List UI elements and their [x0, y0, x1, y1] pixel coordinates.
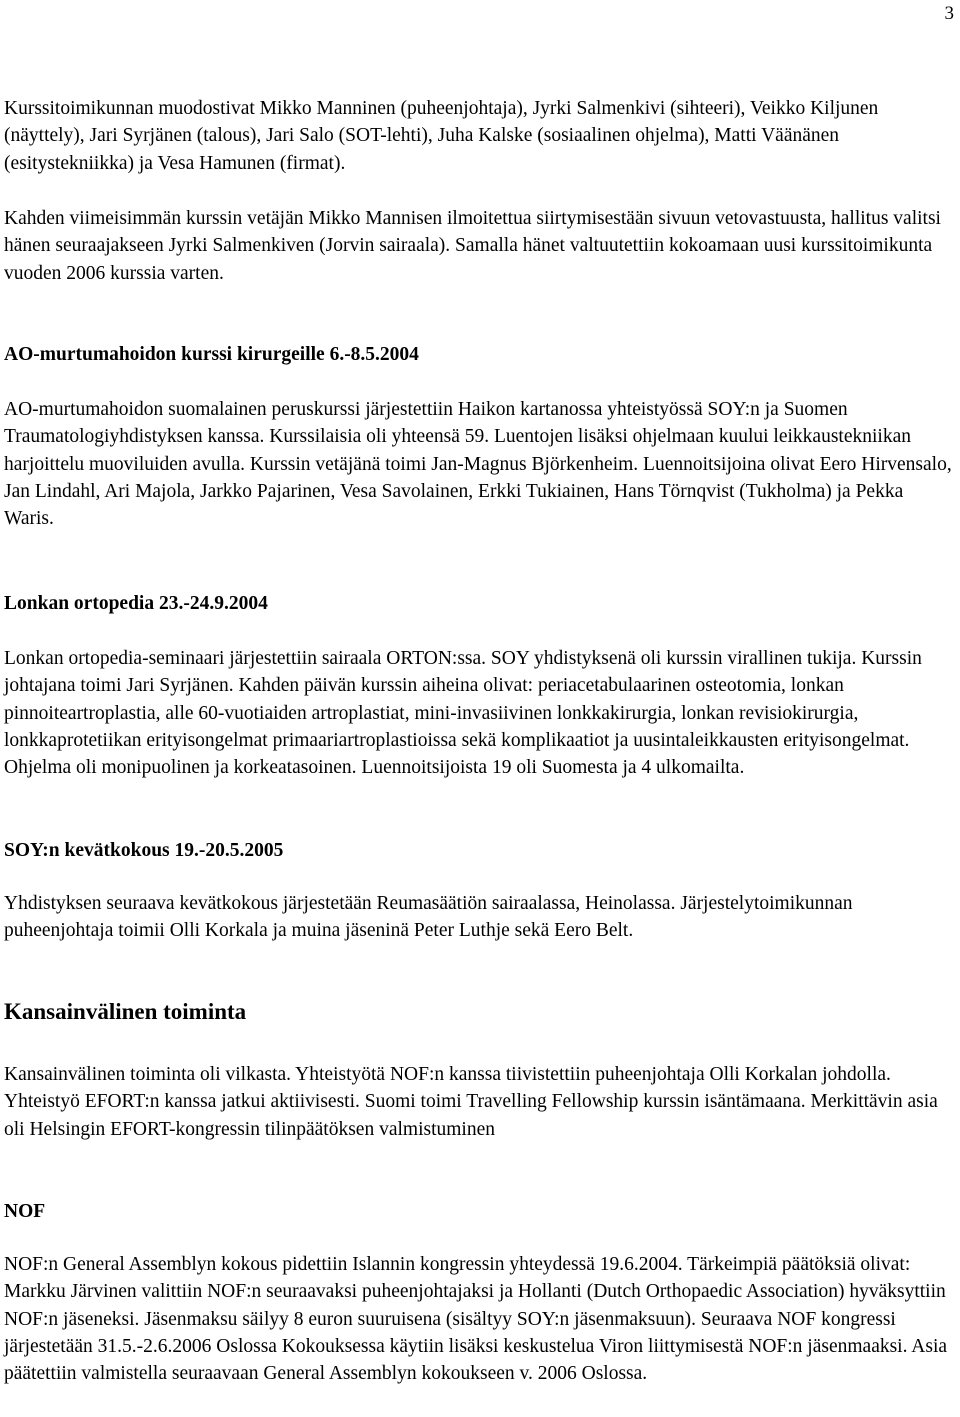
successor-paragraph: Kahden viimeisimmän kurssin vetäjän Mikko Mannisen ilmoitettua siirtymisestään sivuun vetovastuusta, hallitus valitsi hänen seuraajakseen Jyrki Salmenkiven (Jorvin sairaala). Samalla hänet valtuutettiin kokoamaan uusi kurssitoimikunta vuoden 2006 kurssia varten. [4, 208, 941, 284]
international-activity-paragraph: Kansainvälinen toiminta oli vilkasta. Yhteistyötä NOF:n kanssa tiivistettiin puheenjohtaja Olli Korkalan johdolla. Yhteistyö EFORT:n kanssa jatkui aktiivisesti. Suomi toimi Travelling Fellowship kurssin isäntämaana. Merkittävin asia oli Helsingin EFORT-kongressin tilinpäätöksen valmistuminen [4, 1064, 938, 1140]
hip-orthopedics-heading: Lonkan ortopedia 23.-24.9.2004 [4, 593, 268, 614]
ao-course-heading: AO-murtumahoidon kurssi kirurgeille 6.-8.5.2004 [4, 344, 419, 365]
page-number: 3 [944, 3, 954, 24]
ao-course-paragraph: AO-murtumahoidon suomalainen peruskurssi järjestettiin Haikon kartanossa yhteistyössä SOY:n ja Suomen Traumatologiyhdistyksen kanssa. Kurssilaisia oli yhteensä 59. Luentojen lisäksi ohjelmaan kuului leikkaustekniikan harjoittelu muoviluiden avulla. Kurssin vetäjänä toimi Jan-Magnus Björkenheim. Luennoitsijoina olivat Eero Hirvensalo, Jan Lindahl, Ari Majola, Jarkko Pajarinen, Vesa Savolainen, Erkki Tukiainen, Hans Törnqvist (Tukholma) ja Pekka Waris. [4, 399, 952, 530]
hip-orthopedics-paragraph: Lonkan ortopedia-seminaari järjestettiin sairaala ORTON:ssa. SOY yhdistyksenä oli kurssin virallinen tukija. Kurssin johtajana toimi Jari Syrjänen. Kahden päivän kurssin aiheina olivat: periacetabulaarinen osteotomia, lonkan pinnoiteartroplastia, alle 60-vuotiaiden artroplastiat, mini-invasiivinen lonkkakirurgia, lonkan revisiokirurgia, lonkkaprotetiikan erityisongelmat primaariartroplastioissa sekä komplikaatiot ja uusintaleikkausten erityisongelmat. Ohjelma oli monipuolinen ja korkeatasoinen. Luennoitsijoista 19 oli Suomesta ja 4 ulkomailta. [4, 648, 922, 779]
nof-paragraph: NOF:n General Assemblyn kokous pidettiin Islannin kongressin yhteydessä 19.6.2004. Tärkeimpiä päätöksiä olivat: Markku Järvinen valittiin NOF:n seuraavaksi puheenjohtajaksi ja Hollanti (Dutch Orthopaedic Association) hyväksyttiin NOF:n jäseneksi. Jäsenmaksu säilyy 8 euron suuruisena (sisältyy SOY:n jäsenmaksuun). Seuraava NOF kongressi järjestetään 31.5.-2.6.2006 Oslossa Kokouksessa käytiin lisäksi keskustelua Viron liittymisestä NOF:n jäsenmaaksi. Asia päätettiin valmistella seuraavaan General Assemblyn kokoukseen v. 2006 Oslossa. [4, 1254, 948, 1385]
spring-meeting-paragraph: Yhdistyksen seuraava kevätkokous järjestetään Reumasäätiön sairaalassa, Heinolassa. Järjestelytoimikunnan puheenjohtaja toimii Olli Korkala ja muina jäseninä Peter Luthje sekä Eero Belt. [4, 893, 853, 942]
international-activity-heading: Kansainvälinen toiminta [4, 999, 247, 1024]
spring-meeting-heading: SOY:n kevätkokous 19.-20.5.2005 [4, 840, 284, 861]
nof-heading: NOF [4, 1201, 46, 1222]
committee-paragraph: Kurssitoimikunnan muodostivat Mikko Manninen (puheenjohtaja), Jyrki Salmenkivi (sihteeri), Veikko Kiljunen (näyttely), Jari Syrjänen (talous), Jari Salo (SOT-lehti), Juha Kalske (sosiaalinen ohjelma), Matti Väänänen (esitystekniikka) ja Vesa Hamunen (firmat). [4, 98, 879, 174]
